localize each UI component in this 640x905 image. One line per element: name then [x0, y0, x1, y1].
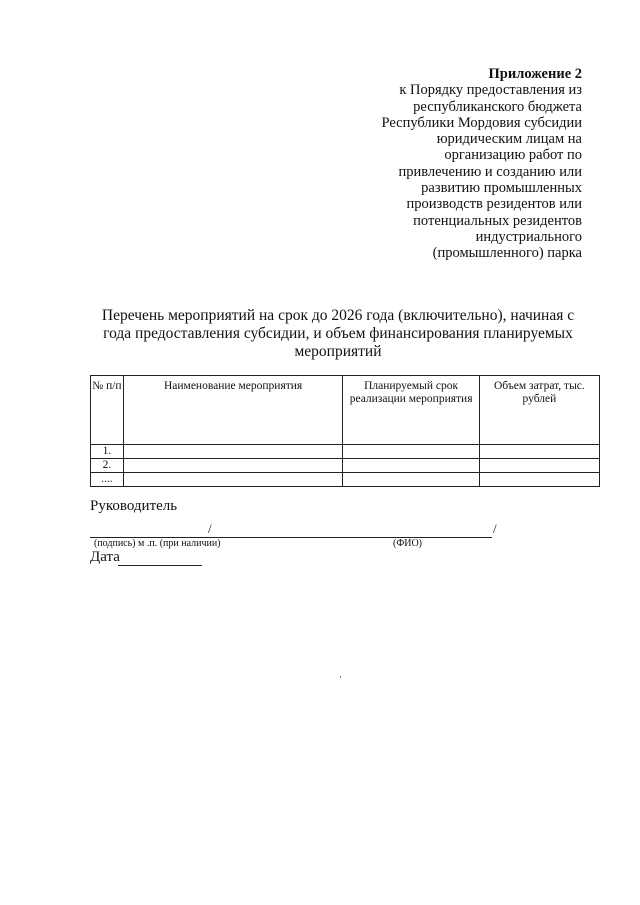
appendix-block	[322, 66, 582, 262]
activities-table	[90, 375, 600, 487]
row-number: 1.	[91, 445, 124, 459]
header-number: № п/п	[91, 376, 124, 445]
appendix-line: (промышленного) парка	[432, 245, 582, 262]
table-row	[91, 473, 600, 487]
appendix-line: организацию работ по	[444, 147, 582, 164]
row-cost-cell	[479, 473, 599, 487]
appendix-line: к Порядку предоставления из	[399, 82, 582, 99]
date-label: Дата	[90, 549, 120, 565]
appendix-line: республиканского бюджета	[413, 98, 582, 115]
table-row	[91, 459, 600, 473]
row-number: 2.	[91, 459, 124, 473]
signature-caption: (подпись) м .п. (при наличии)	[94, 538, 221, 549]
appendix-title: Приложение 2	[488, 66, 582, 82]
fio-caption: (ФИО)	[393, 538, 423, 549]
appendix-line: привлечению и созданию или	[398, 163, 582, 180]
appendix-line: юридическим лицам на	[436, 131, 582, 148]
row-activity-cell	[123, 459, 343, 473]
appendix-line: потенциальных резидентов	[413, 212, 582, 229]
row-activity-cell	[123, 473, 343, 487]
row-term-cell	[343, 473, 479, 487]
table-header-row	[91, 376, 600, 445]
row-cost-cell	[479, 459, 599, 473]
header-planned-term: Планируемый срок реализации мероприятия	[343, 376, 479, 445]
row-term-cell	[343, 459, 479, 473]
appendix-line: Республики Мордовия субсидии	[381, 114, 582, 131]
appendix-line: развитию промышленных	[421, 180, 582, 197]
row-term-cell	[343, 445, 479, 459]
date-line	[118, 565, 202, 566]
table-row	[91, 445, 600, 459]
signature-separator: /	[493, 521, 497, 536]
row-activity-cell	[123, 445, 343, 459]
row-cost-cell	[479, 445, 599, 459]
header-cost: Объем затрат, тыс. рублей	[479, 376, 599, 445]
row-number: ....	[91, 473, 124, 487]
appendix-line: производств резидентов или	[406, 196, 582, 213]
list-title: Перечень мероприятий на срок до 2026 года (включительно), начиная с года предоставления субсидии, и объем финансирования планируемых мероприятий	[101, 307, 575, 360]
header-activity-name: Наименование мероприятия	[123, 376, 343, 445]
signatory-role: Руководитель	[90, 498, 178, 514]
appendix-line: индустриального	[475, 228, 582, 245]
scan-speck	[340, 676, 341, 678]
signature-separator: /	[208, 521, 212, 536]
